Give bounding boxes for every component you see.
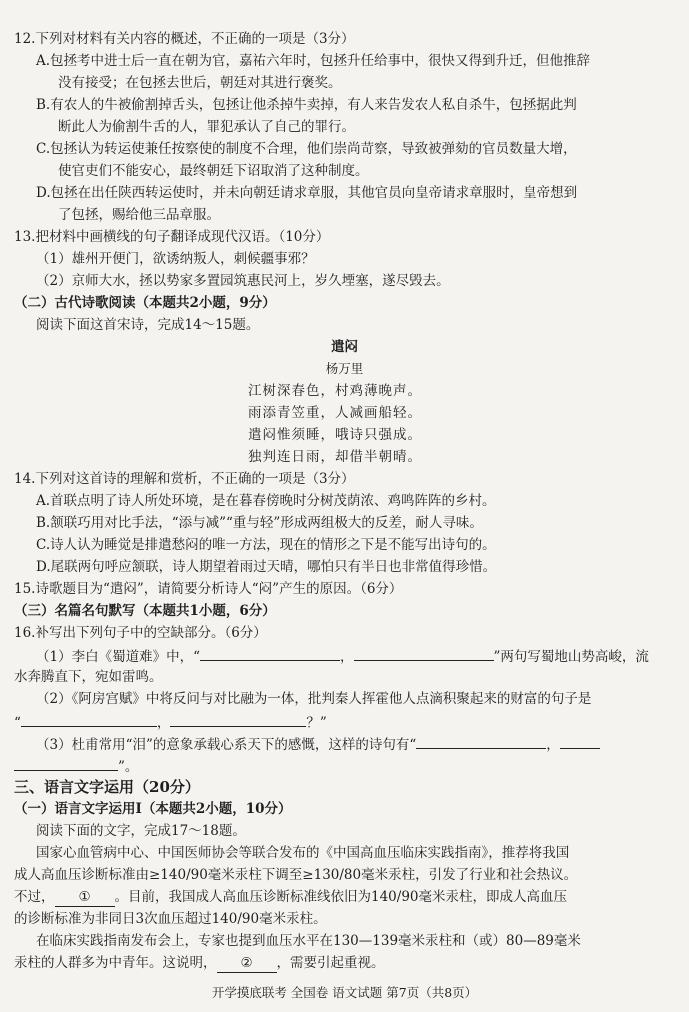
q16-item-3-line2: ”。 bbox=[14, 756, 138, 776]
poem-line-2: 雨添青笠重，人减画船轻。 bbox=[248, 405, 422, 421]
q12-option-c-line1: C.包拯认为转运使兼任按察使的制度不合理，他们崇尚苛察，导致被弹劾的官员数量大增， bbox=[36, 141, 577, 157]
q14-option-d: D.尾联两句呼应颔联，诗人期望着雨过天晴，哪怕只有半日也非常值得珍惜。 bbox=[36, 559, 497, 575]
part3-intro: 阅读下面的文字，完成17～18题。 bbox=[36, 823, 246, 839]
passage-line-5: 在临床实践指南发布会上，专家也提到血压水平在130—139毫米汞柱和（或）80—89毫米 bbox=[36, 933, 581, 949]
q14-option-b: B.颔联巧用对比手法，“添与减”“重与轻”形成两组极大的反差，耐人寻味。 bbox=[36, 515, 483, 531]
section-poetry-heading: （二）古代诗歌阅读（本题共2小题，9分） bbox=[14, 295, 276, 311]
answer-blank-1[interactable]: ① bbox=[55, 888, 115, 907]
answer-blank-2[interactable]: ② bbox=[217, 954, 277, 973]
passage-line-6: 汞柱的人群多为中青年。这说明， ② ，需要引起重视。 bbox=[14, 955, 385, 971]
q16-item-1-line1: （1）李白《蜀道难》中，“ ， ”两句写蜀地山势高峻，流 bbox=[36, 646, 649, 666]
poem-line-3: 遣闷惟须睡，哦诗只强成。 bbox=[248, 427, 422, 443]
q15-stem: 15.诗歌题目为“遣闷”，请简要分析诗人“闷”产生的原因。（6分） bbox=[14, 581, 403, 597]
answer-blank[interactable] bbox=[21, 712, 157, 727]
poetry-intro: 阅读下面这首宋诗，完成14～15题。 bbox=[36, 317, 260, 333]
poem-title: 遣闷 bbox=[331, 339, 358, 355]
q12-option-b-line2: 断此人为偷割牛舌的人，罪犯承认了自己的罪行。 bbox=[58, 119, 355, 135]
q14-option-c: C.诗人认为睡觉是排遣愁闷的唯一方法，现在的情形之下是不能写出诗句的。 bbox=[36, 537, 496, 553]
part3-subheading: （一）语言文字运用Ⅰ（本题共2小题，10分） bbox=[14, 801, 292, 817]
passage-line-3: 不过， ① 。目前，我国成人高血压诊断标准线依旧为140/90毫米汞柱，即成人高血压 bbox=[14, 889, 567, 905]
answer-blank[interactable] bbox=[170, 712, 306, 727]
passage-line-4: 的诊断标准为非同日3次血压超过140/90毫米汞柱。 bbox=[14, 911, 327, 927]
q16-item-3-line1: （3）杜甫常用“泪”的意象承载心系天下的感慨，这样的诗句有“ ， bbox=[36, 734, 600, 754]
q12-option-c-line2: 使官吏们不能安心，最终朝廷下诏取消了这种制度。 bbox=[58, 163, 369, 179]
q13-stem: 13.把材料中画横线的句子翻译成现代汉语。（10分） bbox=[14, 229, 330, 245]
part3-heading: 三、语言文字运用（20分） bbox=[14, 778, 200, 796]
q16-item-1-line2: 水奔腾直下，宛如雷鸣。 bbox=[14, 669, 163, 685]
q13-sentence-2: （2）京师大水，拯以势家多置园筑惠民河上，岁久堙塞，遂尽毁去。 bbox=[36, 273, 450, 289]
q12-stem: 12.下列对材料有关内容的概述，不正确的一项是（3分） bbox=[14, 31, 355, 47]
answer-blank[interactable] bbox=[560, 734, 600, 749]
poem-line-4: 独判连日雨，却借半朝晴。 bbox=[248, 449, 422, 465]
page-footer: 开学摸底联考 全国卷 语文试题 第7页（共8页） bbox=[211, 985, 478, 1000]
q14-option-a: A.首联点明了诗人所处环境，是在暮春傍晚时分树茂荫浓、鸡鸣阵阵的乡村。 bbox=[36, 493, 496, 509]
q16-item-2-line1: （2）《阿房宫赋》中将反问与对比融为一体，批判秦人挥霍他人点滴积聚起来的财富的句子是 bbox=[36, 691, 592, 707]
q16-stem: 16.补写出下列句子中的空缺部分。（6分） bbox=[14, 625, 267, 641]
q16-item-2-line2: “ ， ？” bbox=[14, 712, 327, 732]
answer-blank[interactable] bbox=[354, 646, 494, 661]
q12-option-d-line2: 了包拯，赐给他三品章服。 bbox=[58, 207, 220, 223]
q12-option-a-line1: A.包拯考中进士后一直在朝为官，嘉祐六年时，包拯升任给事中，很快又得到升迁，但他推辞 bbox=[36, 53, 591, 69]
q12-option-b-line1: B.有农人的牛被偷割掉舌头，包拯让他杀掉牛卖掉，有人来告发农人私自杀牛，包拯据此判 bbox=[36, 97, 577, 113]
answer-blank[interactable] bbox=[416, 734, 546, 749]
answer-blank[interactable] bbox=[14, 756, 118, 771]
q12-option-d-line1: D.包拯在出任陕西转运使时，并未向朝廷请求章服，其他官员向皇帝请求章服时，皇帝想到 bbox=[36, 185, 578, 201]
passage-line-2: 成人高血压诊断标准由≥140/90毫米汞柱下调至≥130/80毫米汞柱，引发了行业和社会热议。 bbox=[14, 867, 578, 883]
answer-blank[interactable] bbox=[200, 646, 340, 661]
q13-sentence-1: （1）雄州开便门，欲诱纳叛人，刺候疆事邪？ bbox=[36, 251, 315, 267]
poem-author: 杨万里 bbox=[325, 361, 364, 376]
q12-option-a-line2: 没有接受；在包拯去世后，朝廷对其进行褒奖。 bbox=[58, 75, 342, 91]
passage-line-1: 国家心血管病中心、中国医师协会等联合发布的《中国高血压临床实践指南》，推荐将我国 bbox=[36, 845, 570, 861]
poem-line-1: 江树深春色，村鸡薄晚声。 bbox=[248, 383, 422, 399]
q14-stem: 14.下列对这首诗的理解和赏析，不正确的一项是（3分） bbox=[14, 471, 355, 487]
section-recite-heading: （三）名篇名句默写（本题共1小题，6分） bbox=[14, 603, 276, 619]
